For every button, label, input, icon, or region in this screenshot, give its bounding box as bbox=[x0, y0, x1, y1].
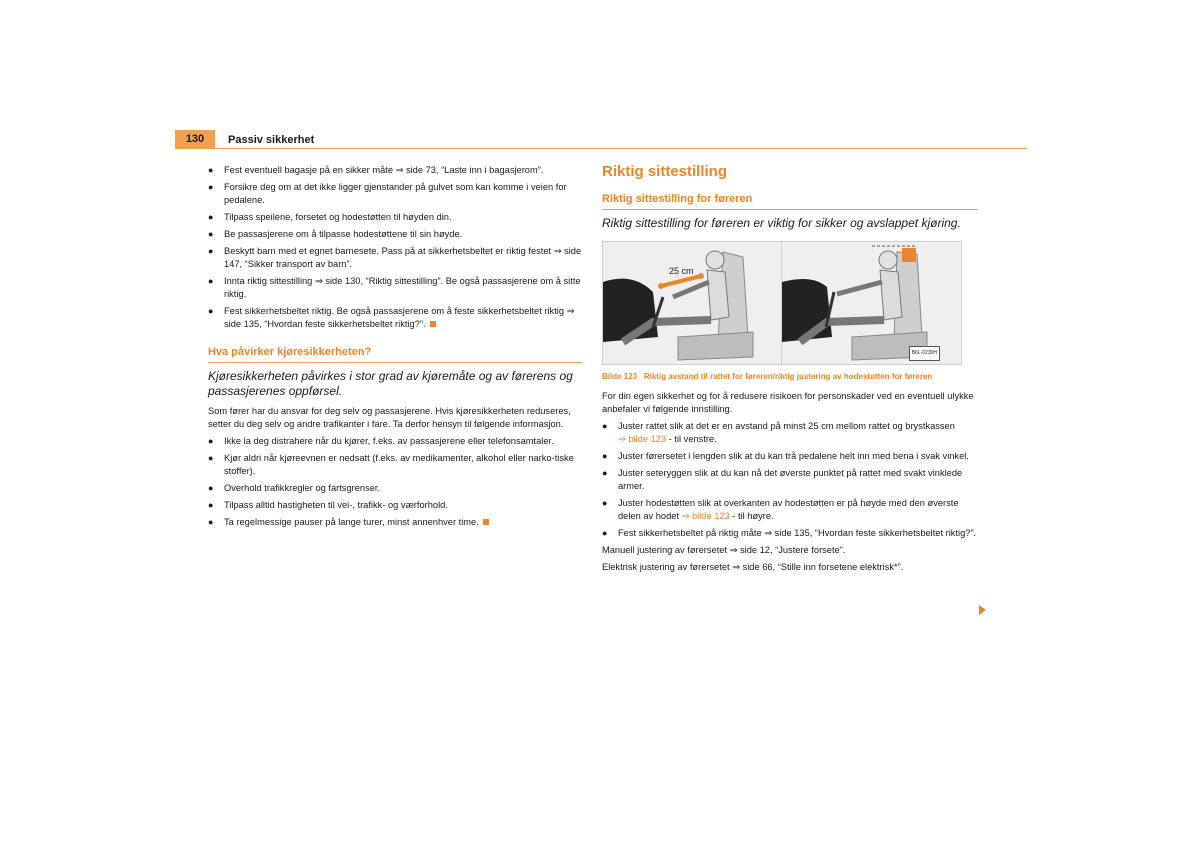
list-item: ● Forsikre deg om at det ikke ligger gjenstander på gulvet som kan komme i veien for pedalene. bbox=[208, 182, 567, 205]
list-item: ● Be passasjerene om å tilpasse hodestøttene til sin høyde. bbox=[208, 229, 463, 239]
list-item: ● Overhold trafikkregler og fartsgrenser. bbox=[208, 483, 381, 493]
bullet-icon: ● bbox=[602, 498, 608, 508]
distance-label: 25 cm bbox=[669, 266, 694, 276]
running-header: Passiv sikkerhet bbox=[228, 134, 315, 146]
bullet-icon: ● bbox=[208, 453, 214, 463]
caption-label: Bilde 123 bbox=[602, 372, 638, 381]
seating-figure bbox=[602, 241, 962, 365]
manual-adjust-note: Manuell justering av førersetet ⇒ side 12, “Justere forsete”. bbox=[602, 545, 846, 555]
figure-panel-steering-distance bbox=[603, 242, 782, 364]
electric-adjust-note: Elektrisk justering av førersetet ⇒ side 66, “Stille inn forsetene elektrisk*”. bbox=[602, 562, 904, 572]
bullet-icon: ● bbox=[208, 229, 214, 239]
right-column bbox=[602, 162, 978, 578]
bullet-icon: ● bbox=[208, 306, 214, 316]
bullet-icon: ● bbox=[208, 276, 214, 286]
list-item: ● Juster hodestøtten slik at overkanten av hodestøtten er på høyde med den øverste delen av hodet ⇒ bilde 123 - til høyre. bbox=[602, 498, 959, 521]
list-item: ● Tilpass alltid hastigheten til vei-, trafikk- og værforhold. bbox=[208, 500, 448, 510]
figure-link[interactable]: ⇒ bilde 123 bbox=[618, 434, 667, 444]
list-item: ● Juster førersetet i lengden slik at du kan trå pedalene helt inn med bena i svak vinkel. bbox=[602, 451, 969, 461]
lead-text: Riktig sittestilling for føreren er viktig for sikker og avslappet kjøring. bbox=[602, 216, 961, 230]
chapter-heading: Riktig sittestilling bbox=[602, 163, 728, 180]
section-heading: Riktig sittestilling for føreren bbox=[602, 192, 978, 210]
continue-arrow-icon bbox=[979, 605, 986, 615]
bullet-icon: ● bbox=[208, 246, 214, 256]
lead-text: Kjøresikkerheten påvirkes i stor grad av kjøremåte og av førerens og passasjerenes oppførsel. bbox=[208, 369, 573, 398]
list-item: ● Tilpass speilene, forsetet og hodestøtten til høyden din. bbox=[208, 212, 452, 222]
section-heading: Hva påvirker kjøresikkerheten? bbox=[208, 345, 582, 363]
body-paragraph: Som fører har du ansvar for deg selv og passasjerene. Hvis kjøresikkerheten reduseres, setter du deg selv og andre trafikanter i fare. Ta derfor hensyn til følgende informasjon. bbox=[208, 406, 571, 429]
list-item: ● Beskytt barn med et egnet barnesete. Pass på at sikkerhetsbeltet er riktig festet ⇒ side 147, “Sikker transport av barn”. bbox=[208, 246, 582, 269]
figure-code: B6L-0230H bbox=[909, 346, 940, 361]
bullet-icon: ● bbox=[208, 182, 214, 192]
bullet-icon: ● bbox=[208, 483, 214, 493]
header-rule bbox=[175, 148, 1027, 149]
list-item: ● Fest eventuell bagasje på en sikker måte ⇒ side 73, “Laste inn i bagasjerom”. bbox=[208, 165, 544, 175]
bullet-icon: ● bbox=[602, 528, 608, 538]
bullet-icon: ● bbox=[208, 436, 214, 446]
bullet-icon: ● bbox=[602, 421, 608, 431]
list-item: ● Juster rattet slik at det er en avstand på minst 25 cm mellom rattet og brystkassen ⇒ bilde 123 - til venstre. bbox=[602, 421, 955, 444]
caption-text: Riktig avstand til rattet for føreren/riktig justering av hodestøtten for føreren bbox=[643, 372, 933, 381]
figure-panel-headrest bbox=[782, 242, 960, 364]
bullet-icon: ● bbox=[208, 517, 214, 527]
bullet-icon: ● bbox=[208, 212, 214, 222]
bullet-icon: ● bbox=[602, 451, 608, 461]
list-item: ● Fest sikkerhetsbeltet riktig. Be også passasjerene om å feste sikkerhetsbeltet riktig ⇒ side 135, “Hvordan feste sikkerhetsbeltet riktig?”. bbox=[208, 306, 575, 329]
bullet-icon: ● bbox=[208, 500, 214, 510]
list-item: ● Innta riktig sittestilling ⇒ side 130, “Riktig sittestilling”. Be også passasjerene om å sitte riktig. bbox=[208, 276, 581, 299]
bullet-icon: ● bbox=[602, 468, 608, 478]
page-number: 130 bbox=[175, 130, 215, 148]
body-paragraph: For din egen sikkerhet og for å redusere risikoen for personskader ved en eventuell ulykke anbefaler vi følgende innstilling. bbox=[602, 391, 974, 414]
end-of-section-icon bbox=[483, 519, 489, 525]
left-column bbox=[208, 164, 582, 533]
figure-caption bbox=[602, 371, 978, 382]
figure-link[interactable]: ⇒ bilde 123 bbox=[681, 511, 730, 521]
list-item: ● Fest sikkerhetsbeltet på riktig måte ⇒ side 135, “Hvordan feste sikkerhetsbeltet riktig?”. bbox=[602, 528, 977, 538]
end-of-section-icon bbox=[430, 321, 436, 327]
list-item: ● Ikke la deg distrahere når du kjører, f.eks. av passasjerene eller telefonsamtaler. bbox=[208, 436, 554, 446]
list-item: ● Juster seteryggen slik at du kan nå det øverste punktet på rattet med svakt vinklede armer. bbox=[602, 468, 963, 491]
list-item: ● Ta regelmessige pauser på lange turer, minst annenhver time. bbox=[208, 516, 582, 529]
seated-driver-illustration bbox=[603, 242, 781, 364]
bullet-icon: ● bbox=[208, 165, 214, 175]
list-item: ● Kjør aldri når kjøreevnen er nedsatt (f.eks. av medikamenter, alkohol eller narko-tiske stoffer). bbox=[208, 453, 574, 476]
